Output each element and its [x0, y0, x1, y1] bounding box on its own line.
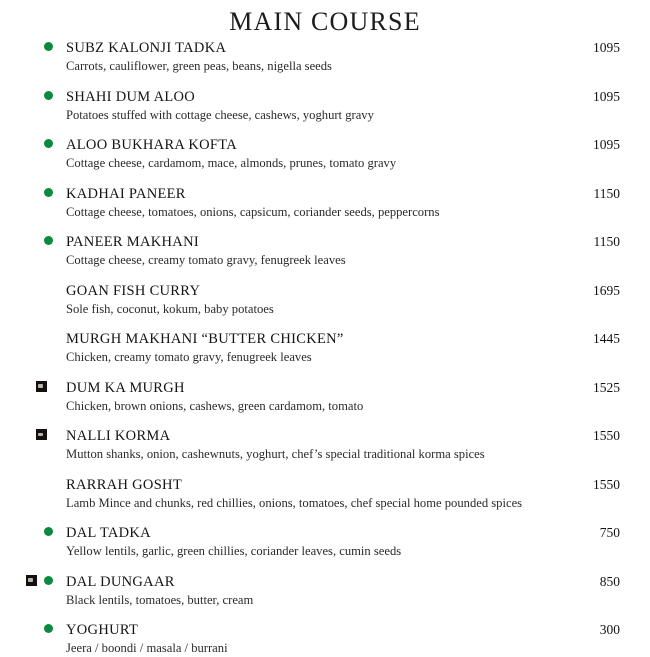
veg-dot-icon [44, 42, 53, 51]
veg-dot-icon [44, 624, 53, 633]
menu-item-description: Chicken, brown onions, cashews, green cardamom, tomato [66, 398, 364, 413]
menu-item-row [66, 232, 620, 252]
menu-item-price: 1525 [593, 379, 620, 395]
menu-item-description: Potatoes stuffed with cottage cheese, cashews, yoghurt gravy [66, 107, 374, 122]
menu-item-name: DUM KA MURGH [66, 379, 185, 396]
diet-marker-group [26, 575, 66, 589]
nonveg-square-icon [36, 429, 47, 440]
menu-item-name: MURGH MAKHANI “BUTTER CHICKEN” [66, 331, 344, 347]
menu-item-description: Carrots, cauliflower, green peas, beans, nigella seeds [66, 59, 332, 73]
menu-item-row [66, 572, 620, 592]
diet-marker-group [26, 478, 66, 492]
menu-item-row [66, 38, 620, 58]
menu-item-price: 750 [599, 525, 620, 540]
veg-dot-icon [44, 576, 53, 585]
menu-item-name: YOGHURT [66, 622, 139, 638]
menu-item-description: Yellow lentils, garlic, green chillies, coriander leaves, cumin seeds [66, 544, 402, 558]
menu-item-description: Cottage cheese, tomatoes, onions, capsicum, coriander seeds, peppercorns [66, 204, 440, 219]
nonveg-square-icon [26, 575, 37, 586]
menu-item-row [66, 620, 620, 640]
menu-item-description: Chicken, creamy tomato gravy, fenugreek leaves [66, 350, 312, 364]
page-title: MAIN COURSE [229, 7, 421, 36]
veg-dot-icon [44, 139, 53, 148]
menu-item[interactable] [26, 135, 620, 172]
menu-item-price: 850 [599, 573, 620, 589]
menu-item-price: 1150 [593, 234, 620, 249]
veg-dot-icon [44, 188, 53, 197]
menu-item[interactable] [26, 523, 620, 560]
menu-item[interactable] [26, 281, 620, 318]
menu-item-price: 1095 [593, 88, 620, 104]
menu-item-description: Black lentils, tomatoes, butter, cream [66, 592, 254, 607]
menu-item-name: ALOO BUKHARA KOFTA [66, 137, 237, 153]
menu-item-row [66, 184, 620, 204]
menu-item-description: Mutton shanks, onion, cashewnuts, yoghurt, chef’s special traditional korma spices [66, 447, 485, 461]
menu-item-name: GOAN FISH CURRY [66, 282, 201, 299]
menu-item[interactable] [26, 232, 620, 269]
menu-item[interactable] [26, 426, 620, 463]
menu-item[interactable] [26, 184, 620, 221]
menu-item-row [66, 523, 620, 543]
diet-marker-group [26, 138, 66, 152]
menu-item[interactable] [26, 378, 620, 415]
veg-dot-icon [44, 527, 53, 536]
menu-item-description: Lamb Mince and chunks, red chillies, onions, tomatoes, chef special home pounded spices [66, 495, 523, 510]
nonveg-square-icon [36, 381, 47, 392]
menu-item-row [66, 135, 620, 155]
menu-item-price: 300 [599, 622, 620, 637]
menu-item-name: SUBZ KALONJI TADKA [66, 40, 227, 56]
menu-item-name: DAL DUNGAAR [66, 573, 175, 590]
diet-marker-group [26, 526, 66, 540]
menu-item-price: 1150 [593, 185, 620, 201]
diet-marker-group [26, 90, 66, 104]
diet-marker-group [26, 284, 66, 298]
menu-item-price: 1695 [593, 282, 620, 298]
menu-item-name: KADHAI PANEER [66, 185, 186, 202]
menu-item-price: 1550 [593, 476, 620, 492]
menu-item-description: Jeera / boondi / masala / burrani [66, 641, 228, 655]
menu-item-row [66, 281, 620, 301]
menu-item-name: NALLI KORMA [66, 428, 171, 444]
menu-item-row [66, 329, 620, 349]
menu-item-name: SHAHI DUM ALOO [66, 88, 196, 105]
menu-item-row [66, 475, 620, 495]
veg-dot-icon [44, 91, 53, 100]
menu-item-description: Cottage cheese, creamy tomato gravy, fenugreek leaves [66, 253, 346, 267]
diet-marker-group [26, 332, 66, 346]
diet-marker-group [26, 235, 66, 249]
diet-marker-group [26, 41, 66, 55]
menu-item-price: 1095 [593, 40, 620, 55]
menu-item[interactable] [26, 38, 620, 75]
menu-item[interactable] [26, 329, 620, 366]
menu-item-name: PANEER MAKHANI [66, 234, 199, 250]
menu-item-price: 1445 [593, 331, 620, 346]
menu-item-row [66, 87, 620, 107]
menu-item-price: 1095 [593, 137, 620, 152]
diet-marker-group [26, 623, 66, 637]
menu-item[interactable] [26, 475, 620, 512]
menu-item-price: 1550 [593, 428, 620, 443]
menu-item-description: Sole fish, coconut, kokum, baby potatoes [66, 301, 274, 316]
menu-item[interactable] [26, 572, 620, 609]
menu-item-description: Cottage cheese, cardamom, mace, almonds, prunes, tomato gravy [66, 156, 397, 170]
menu-item[interactable] [26, 87, 620, 124]
veg-dot-icon [44, 236, 53, 245]
diet-marker-group [26, 381, 66, 395]
menu-item-list [0, 38, 650, 657]
menu-item-row [66, 378, 620, 398]
menu-item-name: RARRAH GOSHT [66, 476, 182, 493]
diet-marker-group [26, 429, 66, 443]
menu-item-row [66, 426, 620, 446]
diet-marker-group [26, 187, 66, 201]
menu-item-name: DAL TADKA [66, 525, 151, 541]
menu-item[interactable] [26, 620, 620, 657]
